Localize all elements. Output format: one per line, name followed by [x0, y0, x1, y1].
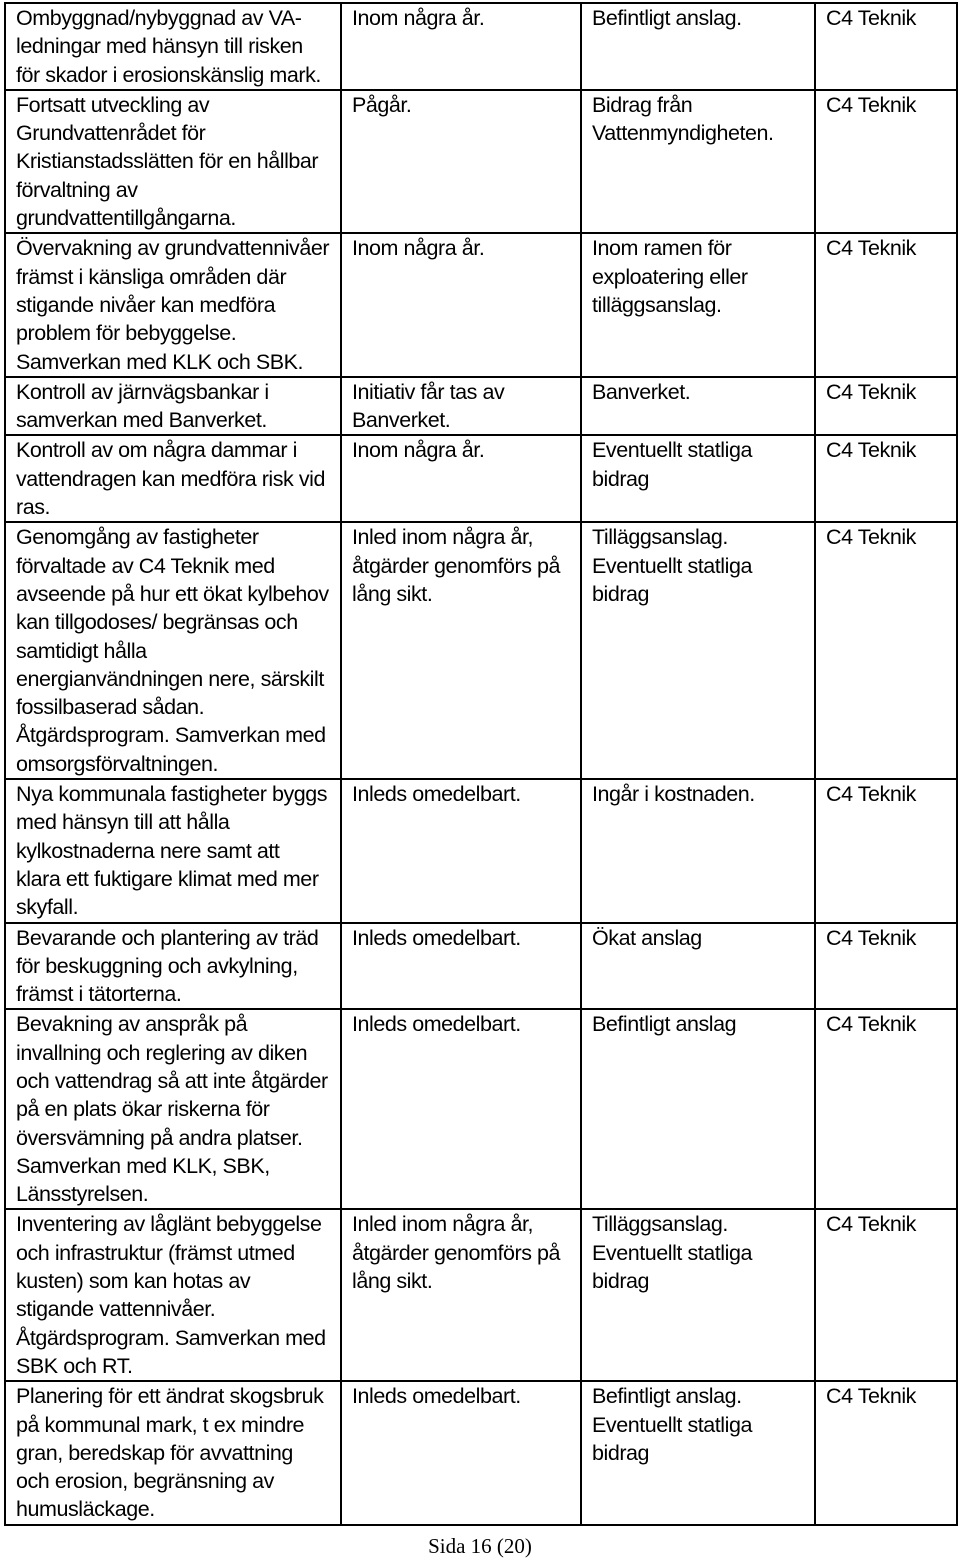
- responsible-cell: [815, 779, 957, 922]
- time-text: Inleds omedelbart.: [352, 1012, 521, 1037]
- time-cell: [341, 377, 581, 436]
- action-text: Bevakning av anspråk på invallning och reglering av diken och vattendrag så att inte åtgärder på en plats ökar riskerna för översvämning på andra platser. Samverkan med KLK, SBK, Länsstyrelsen.: [16, 1012, 328, 1207]
- time-cell: [341, 923, 581, 1010]
- action-cell: [5, 90, 341, 233]
- responsible-text: C4 Teknik: [826, 6, 916, 30]
- funding-text: Inom ramen för exploatering eller tilläggsanslag.: [592, 236, 748, 317]
- responsible-cell: [815, 435, 957, 522]
- funding-cell: [581, 90, 815, 233]
- funding-cell: [581, 522, 815, 779]
- responsible-text: C4 Teknik: [826, 782, 916, 807]
- action-cell: [5, 3, 341, 90]
- table-row: [5, 377, 957, 436]
- time-cell: [341, 1209, 581, 1381]
- responsible-cell: [815, 923, 957, 1010]
- funding-cell: [581, 377, 815, 436]
- funding-text: Befintligt anslag: [592, 1012, 737, 1037]
- responsible-text: C4 Teknik: [826, 1212, 916, 1237]
- table-row: [5, 233, 957, 376]
- funding-cell: [581, 1209, 815, 1381]
- table-row: [5, 1381, 957, 1524]
- funding-cell: [581, 1009, 815, 1209]
- time-text: Inom några år.: [352, 236, 485, 261]
- action-cell: [5, 779, 341, 922]
- action-text: Kontroll av om några dammar i vattendragen kan medföra risk vid ras.: [16, 438, 326, 520]
- responsible-cell: [815, 1209, 957, 1381]
- responsible-cell: [815, 90, 957, 233]
- funding-text: Ingår i kostnaden.: [592, 782, 755, 807]
- time-cell: [341, 1009, 581, 1209]
- responsible-text: C4 Teknik: [826, 92, 916, 117]
- time-text: Inled inom några år, åtgärder genomförs på lång sikt.: [352, 525, 561, 606]
- responsible-text: C4 Teknik: [826, 525, 916, 550]
- funding-cell: [581, 923, 815, 1010]
- time-cell: [341, 233, 581, 376]
- responsible-cell: [815, 522, 957, 779]
- action-text: Genomgång av fastigheter förvaltade av C4 Teknik med avseende på hur ett ökat kylbehov kan tillgodoses/ begränsas och samtidigt hålla energianvändningen nere, särskilt fossilbaserad sådan. Åtgärdsprogram. Samverkan med omsorgsförvaltningen.: [16, 525, 329, 776]
- action-text: Övervakning av grundvattennivåer främst i känsliga områden där stigande nivåer kan medföra problem för bebyggelse. Samverkan med KLK och SBK.: [16, 236, 330, 374]
- table-row: [5, 435, 957, 522]
- action-cell: [5, 233, 341, 376]
- responsible-cell: [815, 233, 957, 376]
- action-cell: [5, 522, 341, 779]
- table-row: [5, 90, 957, 233]
- action-cell: [5, 377, 341, 436]
- responsible-cell: [815, 1009, 957, 1209]
- action-text: Inventering av låglänt bebyggelse och infrastruktur (främst utmed kusten) som kan hotas av stigande vattennivåer. Åtgärdsprogram. Samverkan med SBK och RT.: [16, 1212, 326, 1378]
- time-cell: [341, 435, 581, 522]
- measures-table: [4, 2, 958, 1526]
- time-text: Inleds omedelbart.: [352, 1384, 521, 1409]
- table-row: [5, 522, 957, 779]
- time-cell: [341, 1381, 581, 1524]
- time-text: Inom några år.: [352, 6, 485, 30]
- responsible-cell: [815, 377, 957, 436]
- action-text: Nya kommunala fastigheter byggs med hänsyn till att hålla kylkostnaderna nere samt att klara ett fuktigare klimat med mer skyfall.: [16, 782, 328, 920]
- responsible-cell: [815, 3, 957, 90]
- table-row: [5, 1009, 957, 1209]
- funding-text: Befintligt anslag. Eventuellt statliga bidrag: [592, 1384, 752, 1465]
- funding-text: Bidrag från Vattenmyndigheten.: [592, 92, 774, 146]
- funding-text: Banverket.: [592, 379, 691, 404]
- time-text: Pågår.: [352, 92, 412, 117]
- table-row: [5, 1209, 957, 1381]
- action-text: Fortsatt utveckling av Grundvattenrådet för Kristianstadsslätten för en hållbar förvaltning av grundvattentillgångarna.: [16, 92, 319, 231]
- action-text: Kontroll av järnvägsbankar i samverkan med Banverket.: [16, 379, 269, 433]
- time-cell: [341, 522, 581, 779]
- action-cell: [5, 1009, 341, 1209]
- action-cell: [5, 1209, 341, 1381]
- time-text: Inled inom några år, åtgärder genomförs på lång sikt.: [352, 1212, 561, 1294]
- action-text: Ombyggnad/nybyggnad av VA- ledningar med hänsyn till risken för skador i erosionskänslig mark.: [16, 6, 321, 87]
- action-text: Bevarande och plantering av träd för beskuggning och avkylning, främst i tätorterna.: [16, 925, 319, 1007]
- responsible-text: C4 Teknik: [826, 379, 916, 404]
- funding-cell: [581, 1381, 815, 1524]
- time-text: Initiativ får tas av Banverket.: [352, 379, 505, 433]
- time-cell: [341, 90, 581, 233]
- action-cell: [5, 435, 341, 522]
- time-cell: [341, 3, 581, 90]
- responsible-text: C4 Teknik: [826, 236, 916, 261]
- funding-cell: [581, 233, 815, 376]
- page-number: Sida 16 (20): [428, 1534, 532, 1558]
- funding-text: Befintligt anslag.: [592, 6, 742, 30]
- funding-text: Eventuellt statliga bidrag: [592, 438, 752, 491]
- time-cell: [341, 779, 581, 922]
- responsible-text: C4 Teknik: [826, 925, 916, 950]
- action-text: Planering för ett ändrat skogsbruk på kommunal mark, t ex mindre gran, beredskap för avvattning och erosion, begränsning av humusläckage.: [16, 1384, 324, 1522]
- responsible-text: C4 Teknik: [826, 438, 916, 463]
- responsible-cell: [815, 1381, 957, 1524]
- funding-text: Tilläggsanslag. Eventuellt statliga bidrag: [592, 525, 752, 606]
- responsible-text: C4 Teknik: [826, 1384, 916, 1409]
- responsible-text: C4 Teknik: [826, 1012, 916, 1037]
- action-cell: [5, 1381, 341, 1524]
- table-row: [5, 923, 957, 1010]
- time-text: Inleds omedelbart.: [352, 925, 521, 950]
- funding-cell: [581, 435, 815, 522]
- action-cell: [5, 923, 341, 1010]
- funding-text: Ökat anslag: [592, 925, 702, 950]
- time-text: Inleds omedelbart.: [352, 782, 521, 807]
- funding-text: Tilläggsanslag. Eventuellt statliga bidrag: [592, 1212, 752, 1294]
- funding-cell: [581, 3, 815, 90]
- time-text: Inom några år.: [352, 438, 485, 463]
- table-row: [5, 779, 957, 922]
- table-row: [5, 3, 957, 90]
- funding-cell: [581, 779, 815, 922]
